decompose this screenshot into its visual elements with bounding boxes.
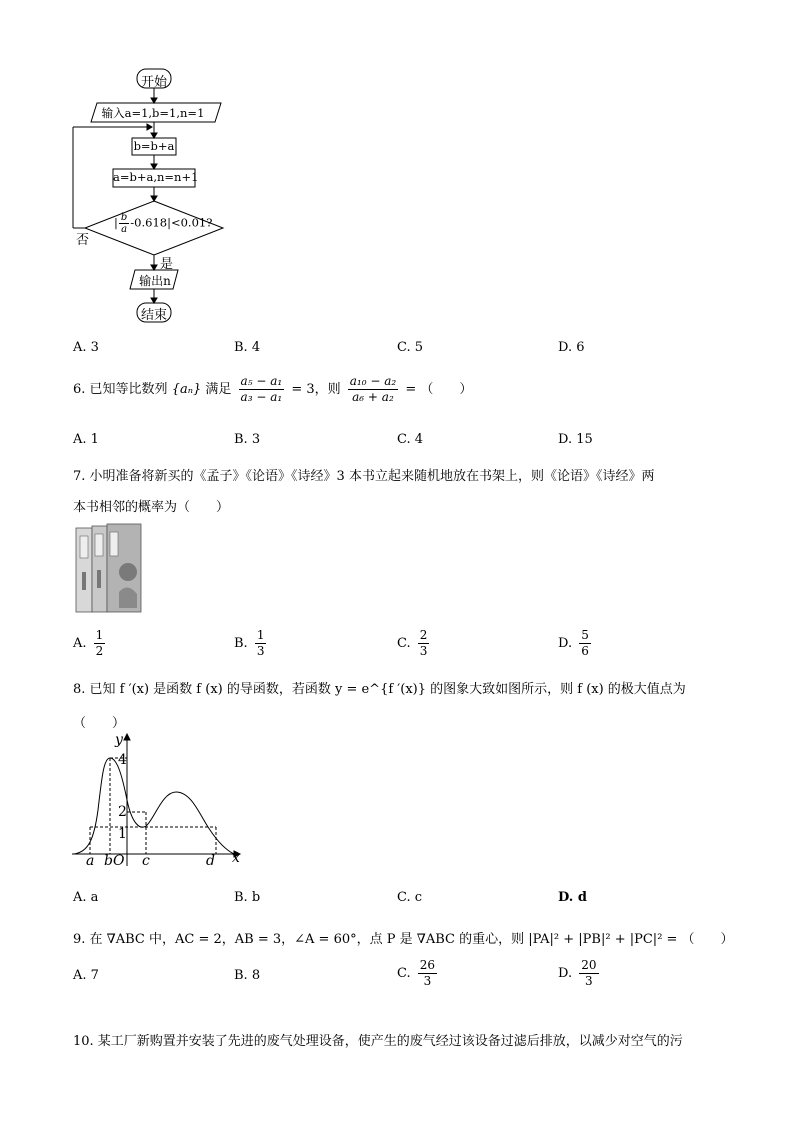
graph-y-label: y bbox=[115, 732, 123, 748]
q9-option-c bbox=[397, 958, 440, 989]
cond-frac-den: a bbox=[121, 224, 128, 235]
q5-option-b: B. 4 bbox=[234, 340, 261, 355]
graph-tick-4: 4 bbox=[118, 752, 127, 768]
books-illustration bbox=[73, 522, 143, 614]
q7-line2: 本书相邻的概率为（ ） bbox=[73, 500, 230, 515]
q9-option-d bbox=[558, 958, 602, 989]
q6-mid: 满足 bbox=[205, 382, 232, 397]
flowchart-end-label: 结束 bbox=[140, 308, 167, 323]
q6-frac2-num: a₁₀ − a₂ bbox=[349, 374, 397, 388]
flowchart-step2-label: a=b+a,n=n+1 bbox=[113, 170, 199, 184]
q8-option-a: A. a bbox=[73, 890, 99, 905]
q6-option-b: B. 3 bbox=[234, 432, 261, 447]
q6-frac2-den: a₆ + a₂ bbox=[352, 390, 394, 404]
flowchart-no-label: 否 bbox=[76, 233, 90, 248]
q5-option-d: D. 6 bbox=[558, 340, 585, 355]
q9-option-a: A. 7 bbox=[73, 968, 99, 983]
cond-rest: -0.618|<0.01? bbox=[130, 215, 213, 230]
q5-option-a: A. 3 bbox=[73, 340, 99, 355]
q7-c-den: 3 bbox=[419, 644, 428, 658]
flowchart-input-label: 输入a=1,b=1,n=1 bbox=[101, 106, 205, 120]
q9-d-den: 3 bbox=[585, 974, 593, 988]
q7-option-b-label: B. bbox=[234, 636, 248, 651]
q7-d-num: 5 bbox=[581, 628, 589, 642]
q6-eq2: = （ ） bbox=[405, 382, 473, 397]
q5-option-c: C. 5 bbox=[397, 340, 424, 355]
q7-b-den: 3 bbox=[256, 644, 265, 658]
curve bbox=[74, 758, 234, 854]
q6-prefix: 6. 已知等比数列 bbox=[73, 382, 168, 397]
q6-option-c: C. 4 bbox=[397, 432, 424, 447]
q6-seq: {aₙ} bbox=[171, 382, 202, 397]
q7-d-den: 6 bbox=[581, 644, 589, 658]
q7-option-d-label: D. bbox=[558, 636, 573, 651]
q7-a-den: 2 bbox=[95, 644, 104, 658]
q7-option-c bbox=[397, 628, 432, 659]
graph-label-c: c bbox=[142, 853, 150, 869]
q7-b-num: 1 bbox=[256, 628, 265, 642]
q8-option-c: C. c bbox=[397, 890, 423, 905]
q7-option-c-label: C. bbox=[397, 636, 411, 651]
flowchart-yes-label: 是 bbox=[160, 257, 174, 272]
graph-tick-1: 1 bbox=[118, 826, 127, 842]
q7-a-num: 1 bbox=[95, 628, 104, 642]
q8-graph bbox=[70, 730, 250, 870]
graph-tick-2: 2 bbox=[118, 804, 127, 820]
q8-option-d: D. d bbox=[558, 890, 587, 905]
flowchart-start-label: 开始 bbox=[140, 75, 167, 90]
q7-option-d bbox=[558, 628, 594, 659]
q6-option-a: A. 1 bbox=[73, 432, 99, 447]
q9-option-c-label: C. bbox=[397, 966, 411, 981]
q6-frac1-num: a₅ − a₁ bbox=[240, 374, 283, 388]
q7-option-a-label: A. bbox=[73, 636, 87, 651]
flowchart-step1-label: b=b+a bbox=[133, 139, 175, 153]
q8-line2: （ ） bbox=[73, 716, 126, 731]
q6-option-d: D. 15 bbox=[558, 432, 593, 447]
flowchart-condition-label: | $\frac{b}{a}$ -0.618|<0.01? bbox=[114, 212, 213, 235]
graph-label-bO: bO bbox=[104, 853, 125, 869]
q9-option-b: B. 8 bbox=[234, 968, 261, 983]
q8-line1: 8. 已知 f ′(x) 是函数 f (x) 的导函数，若函数 y = e^{f ′(x)} 的图象大致如图所示，则 f (x) 的极大值点为 bbox=[73, 682, 686, 697]
graph-label-a: a bbox=[86, 853, 95, 869]
q7-option-a bbox=[73, 628, 108, 659]
q6-frac1-den: a₃ − a₁ bbox=[240, 390, 283, 404]
q9-stem: 9. 在 ∇ABC 中，AC = 2，AB = 3，∠A = 60°，点 P 是 ∇ABC 的重心，则 |PA|² + |PB|² + |PC|² = （ ） bbox=[73, 932, 734, 947]
q6-eq1: = 3，则 bbox=[291, 382, 341, 397]
q7-option-b bbox=[234, 628, 269, 659]
graph-label-d: d bbox=[206, 853, 215, 869]
q10-stem: 10. 某工厂新购置并安装了先进的废气处理设备，使产生的废气经过该设备过滤后排放，以减少对空气的污 bbox=[73, 1034, 683, 1049]
q8-option-b: B. b bbox=[234, 890, 261, 905]
graph-x-label: x bbox=[232, 850, 240, 866]
cond-frac-num: b bbox=[120, 212, 128, 223]
q7-line1: 7. 小明准备将新买的《孟子》《论语》《诗经》3 本书立起来随机地放在书架上，则《论语》《诗经》两 bbox=[73, 469, 655, 484]
q9-option-d-label: D. bbox=[558, 966, 573, 981]
q7-c-num: 2 bbox=[419, 628, 428, 642]
q9-d-num: 20 bbox=[581, 958, 597, 972]
flowchart-output-label: 输出n bbox=[139, 274, 171, 288]
q9-c-num: 26 bbox=[419, 958, 436, 972]
q6-stem bbox=[73, 374, 472, 405]
q9-c-den: 3 bbox=[423, 974, 432, 988]
